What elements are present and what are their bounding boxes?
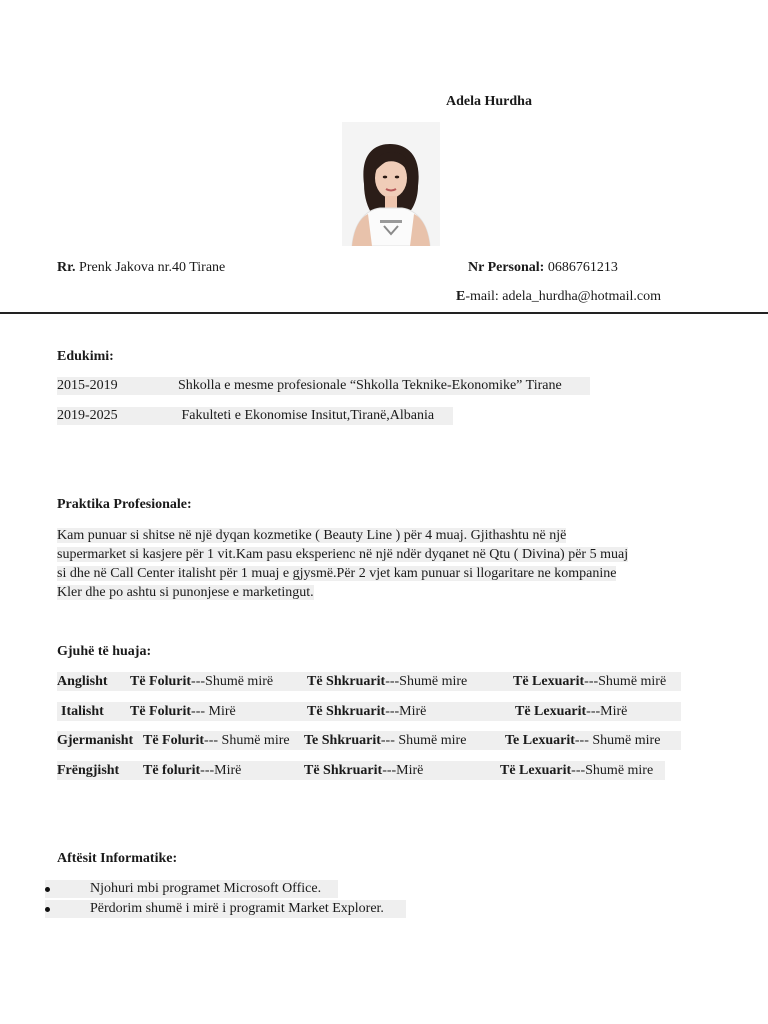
- practice-line: si dhe në Call Center italisht për 1 muaj e gjysmë.Për 2 vjet kam punuar si llogaritare ne kompanine: [57, 566, 617, 581]
- list-item-text: Njohuri mbi programet Microsoft Office.: [90, 881, 322, 896]
- language-row: [57, 672, 681, 691]
- languages-heading: Gjuhë të huaja:: [57, 644, 152, 659]
- language-skill-value: ---Mirë: [382, 763, 424, 778]
- profile-photo: [342, 122, 440, 246]
- practice-line: supermarket si kasjere për 1 vit.Kam pasu eksperienc në një ndër dyqanet në Qtu ( Divina) për 5 muaj: [57, 547, 629, 562]
- candidate-name: Adela Hurdha: [446, 94, 532, 109]
- language-skill-value: --- Shumë mire: [574, 733, 661, 748]
- email-value: -mail: adela_hurdha@hotmail.com: [465, 289, 661, 304]
- practice-line: Kler dhe po ashtu si punonjese e marketingut.: [57, 585, 314, 600]
- language-name: Italisht: [61, 704, 104, 719]
- language-skill-value: ---Shumë mire: [571, 763, 654, 778]
- language-skill-value: --- Shumë mire: [204, 733, 290, 748]
- language-skill-label: Të Shkruarit: [307, 704, 386, 719]
- language-skill-label: Të Folurit: [143, 733, 205, 748]
- bullet-icon: [45, 887, 50, 892]
- language-skill-label: Te Shkruarit: [304, 733, 381, 748]
- language-skill-value: ---Shumë mire: [385, 674, 468, 689]
- practice-line: Kam punuar si shitse në një dyqan kozmetike ( Beauty Line ) për 4 muaj. Gjithashtu në një: [57, 528, 567, 543]
- education-school: Fakulteti e Ekonomise Insitut,Tiranë,Albania: [178, 408, 435, 423]
- language-skill-label: Të Folurit: [130, 704, 192, 719]
- personal-number: [468, 260, 618, 276]
- language-row: [57, 731, 681, 750]
- personal-number-label: Nr Personal:: [468, 260, 545, 275]
- education-row: [57, 377, 590, 395]
- education-school: Shkolla e mesme profesionale “Shkolla Teknike-Ekonomike” Tirane: [178, 378, 562, 393]
- email-label: E: [456, 289, 466, 304]
- language-skill-value: ---Shumë mirë: [584, 674, 667, 689]
- education-years: 2019-2025: [57, 408, 118, 423]
- language-skill-value: --- Shumë mire: [380, 733, 467, 748]
- education-row: [57, 407, 453, 425]
- header-divider: [0, 312, 768, 314]
- language-skill-label: Te Lexuarit: [505, 733, 575, 748]
- language-skill-value: ---Mirë: [385, 704, 427, 719]
- language-row: [57, 702, 681, 721]
- language-skill-label: Të Lexuarit: [513, 674, 585, 689]
- language-name: Frëngjisht: [57, 763, 120, 778]
- education-heading: Edukimi:: [57, 349, 114, 364]
- list-item: [45, 900, 406, 918]
- personal-number-value: 0686761213: [544, 260, 618, 275]
- language-skill-value: ---Shumë mirë: [191, 674, 274, 689]
- language-name: Anglisht: [57, 674, 108, 689]
- education-years: 2015-2019: [57, 378, 118, 393]
- practice-heading: Praktika Profesionale:: [57, 497, 192, 512]
- language-skill-value: --- Mirë: [191, 704, 236, 719]
- practice-paragraph: [57, 526, 677, 602]
- language-skill-label: Të Folurit: [130, 674, 192, 689]
- address-value: Prenk Jakova nr.40 Tirane: [75, 260, 226, 275]
- language-skill-label: Të folurit: [143, 763, 201, 778]
- language-skill-value: ---Mirë: [586, 704, 628, 719]
- language-skill-label: Të Lexuarit: [500, 763, 572, 778]
- computer-skills-heading: Aftësit Informatike:: [57, 851, 178, 866]
- language-skill-value: ---Mirë: [200, 763, 242, 778]
- language-name: Gjermanisht: [57, 733, 134, 748]
- language-skill-label: Të Lexuarit: [515, 704, 587, 719]
- language-row: [57, 761, 665, 780]
- list-item-text: Përdorim shumë i mirë i programit Market Explorer.: [90, 901, 384, 916]
- address: [57, 260, 225, 276]
- list-item: [45, 880, 338, 898]
- email: [456, 289, 661, 305]
- language-skill-label: Të Shkruarit: [307, 674, 386, 689]
- language-skill-label: Të Shkruarit: [304, 763, 383, 778]
- address-label: Rr.: [57, 260, 76, 275]
- bullet-icon: [45, 907, 50, 912]
